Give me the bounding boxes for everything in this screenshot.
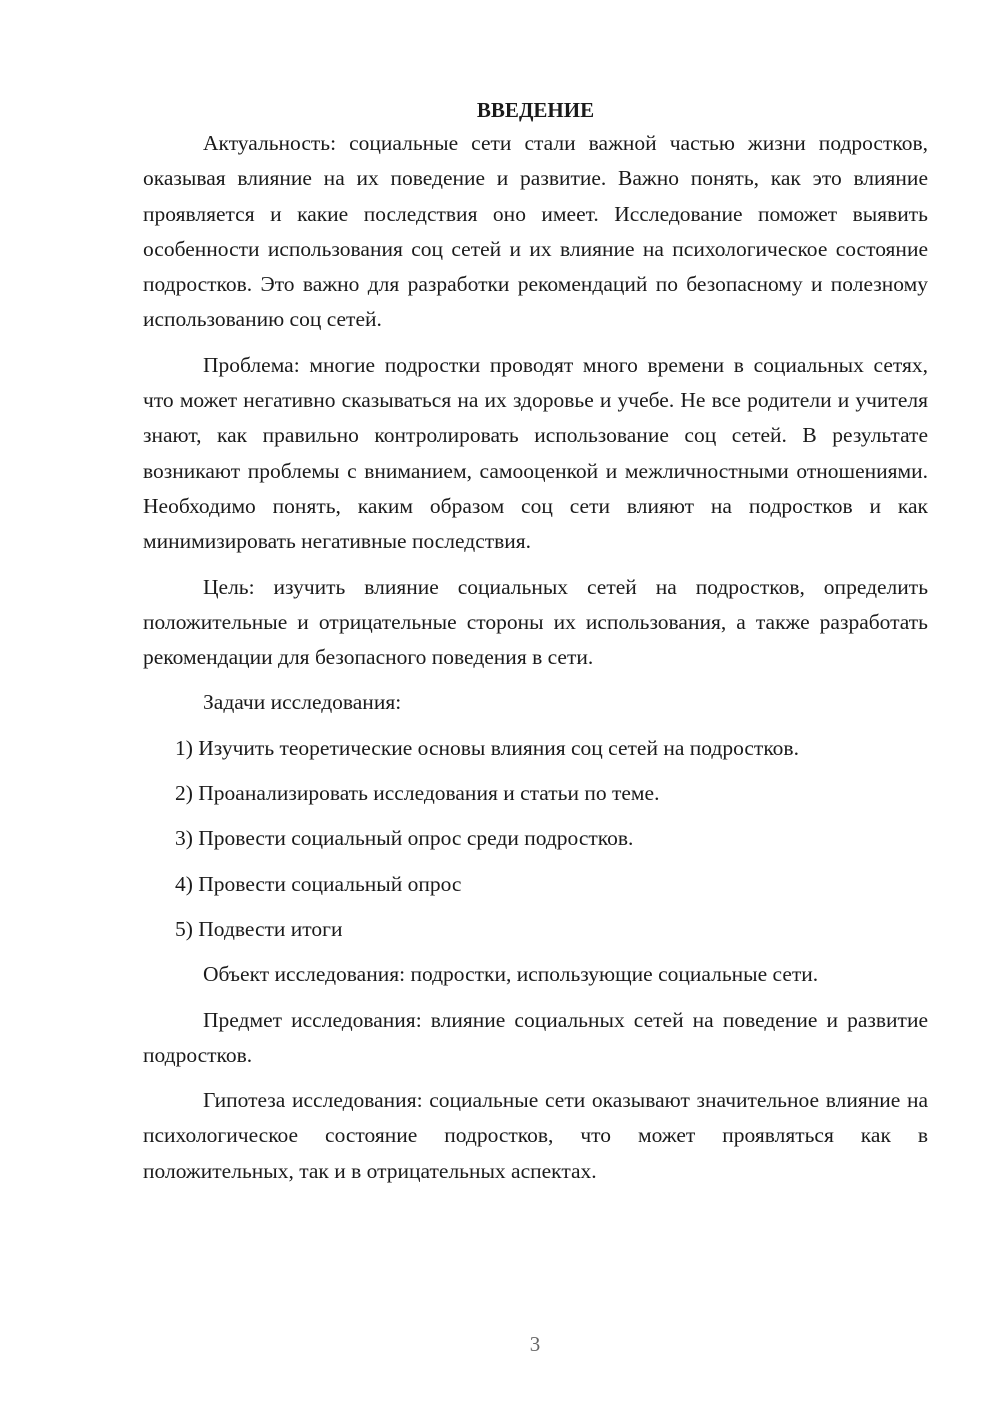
task-item-4: 4) Провести социальный опрос bbox=[175, 871, 462, 896]
page-number: 3 bbox=[529, 1332, 541, 1356]
task-item-3: 3) Провести социальный опрос среди подростков. bbox=[175, 826, 634, 851]
tasks-heading: Задачи исследования: bbox=[203, 690, 402, 715]
hypothesis-paragraph: Гипотеза исследования: социальные сети оказывают значительное влияние на психологическое состояние подростков, что может проявляться как в положительных, так и в отрицательных аспектах. bbox=[143, 1088, 928, 1183]
relevance-paragraph: Актуальность: социальные сети стали важной частью жизни подростков, оказывая влияние на их поведение и развитие. Важно понять, как это влияние проявляется и какие последствия оно имеет. Исследование поможет выявить особенности использования соц сетей и их влияние на психологическое состояние подростков. Это важно для разработки рекомендаций по безопасному и полезному использованию соц сетей. bbox=[143, 131, 928, 332]
task-item-5: 5) Подвести итоги bbox=[175, 916, 343, 941]
subject-paragraph: Предмет исследования: влияние социальных сетей на поведение и развитие подростков. bbox=[143, 1007, 928, 1067]
task-item-2: 2) Проанализировать исследования и статьи по теме. bbox=[175, 781, 660, 806]
goal-paragraph: Цель: изучить влияние социальных сетей на подростков, определить положительные и отрицательные стороны их использования, а также разработать рекомендации для безопасного поведения в сети. bbox=[143, 574, 928, 670]
section-title: ВВЕДЕНИЕ bbox=[476, 98, 595, 122]
problem-paragraph: Проблема: многие подростки проводят много времени в социальных сетях, что может негативно сказываться на их здоровье и учебе. Не все родители и учителя знают, как правильно контролировать использование соц сетей. В результате возникают проблемы с вниманием, самооценкой и межличностными отношениями. Необходимо понять, каким образом соц сети влияют на подростков и как минимизировать негативные последствия. bbox=[143, 352, 928, 554]
document-page bbox=[143, 94, 928, 1199]
tasks-list bbox=[143, 731, 928, 947]
object-paragraph: Объект исследования: подростки, использующие социальные сети. bbox=[203, 962, 819, 987]
task-item-1: 1) Изучить теоретические основы влияния соц сетей на подростков. bbox=[175, 735, 799, 760]
